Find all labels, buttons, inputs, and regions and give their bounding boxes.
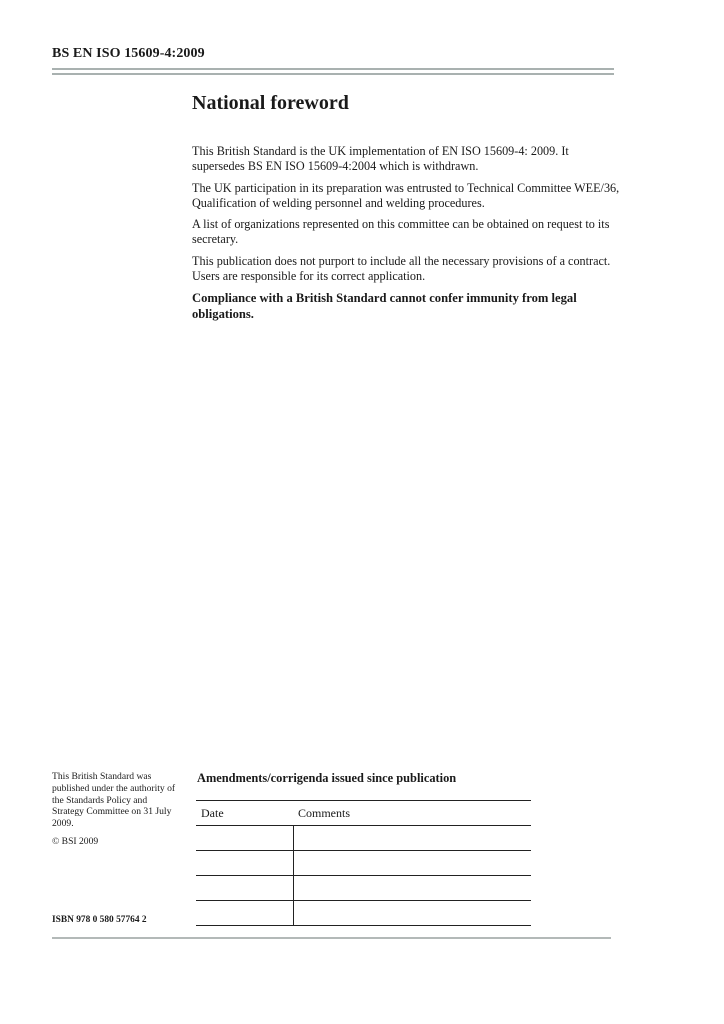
table-header-row — [196, 801, 531, 826]
paragraph-compliance: Compliance with a British Standard cannot confer immunity from legal obligations. — [192, 291, 577, 322]
comments-cell — [293, 826, 531, 851]
paragraph-committee: The UK participation in its preparation was entrusted to Technical Committee WEE/36, Qualification of welding personnel and welding procedures. — [192, 180, 620, 210]
page-title: National foreword — [192, 92, 349, 114]
foreword-body — [192, 144, 622, 328]
date-cell — [196, 851, 293, 876]
isbn-text: ISBN 978 0 580 57764 2 — [52, 915, 147, 925]
comments-cell — [293, 901, 531, 926]
date-cell — [196, 826, 293, 851]
column-header-date: Date — [196, 801, 293, 826]
comments-cell — [293, 851, 531, 876]
paragraph-organizations: A list of organizations represented on this committee can be obtained on request to its secretary. — [192, 217, 610, 247]
document-id-header: BS EN ISO 15609-4:2009 — [52, 46, 205, 61]
table-row — [196, 826, 531, 851]
copyright-text: © BSI 2009 — [52, 835, 99, 847]
footer-rule — [52, 937, 611, 939]
date-cell — [196, 876, 293, 901]
publication-authority-text: This British Standard was published under the authority of the Standards Policy and Strategy Committee on 31 July 2009. — [52, 771, 176, 830]
amendments-table — [196, 800, 531, 926]
comments-cell — [293, 876, 531, 901]
paragraph-contract: This publication does not purport to include all the necessary provisions of a contract. Users are responsible for its correct application. — [192, 253, 611, 284]
table-row — [196, 901, 531, 926]
table-row — [196, 851, 531, 876]
header-double-rule — [52, 68, 614, 75]
amendments-title: Amendments/corrigenda issued since publication — [197, 771, 457, 785]
column-header-comments: Comments — [293, 801, 531, 826]
date-cell — [196, 901, 293, 926]
table-row — [196, 876, 531, 901]
publication-note — [52, 771, 177, 854]
paragraph-implementation: This British Standard is the UK implementation of EN ISO 15609-4: 2009. It supersedes BS EN ISO 15609-4:2004 which is withdrawn. — [192, 144, 569, 174]
